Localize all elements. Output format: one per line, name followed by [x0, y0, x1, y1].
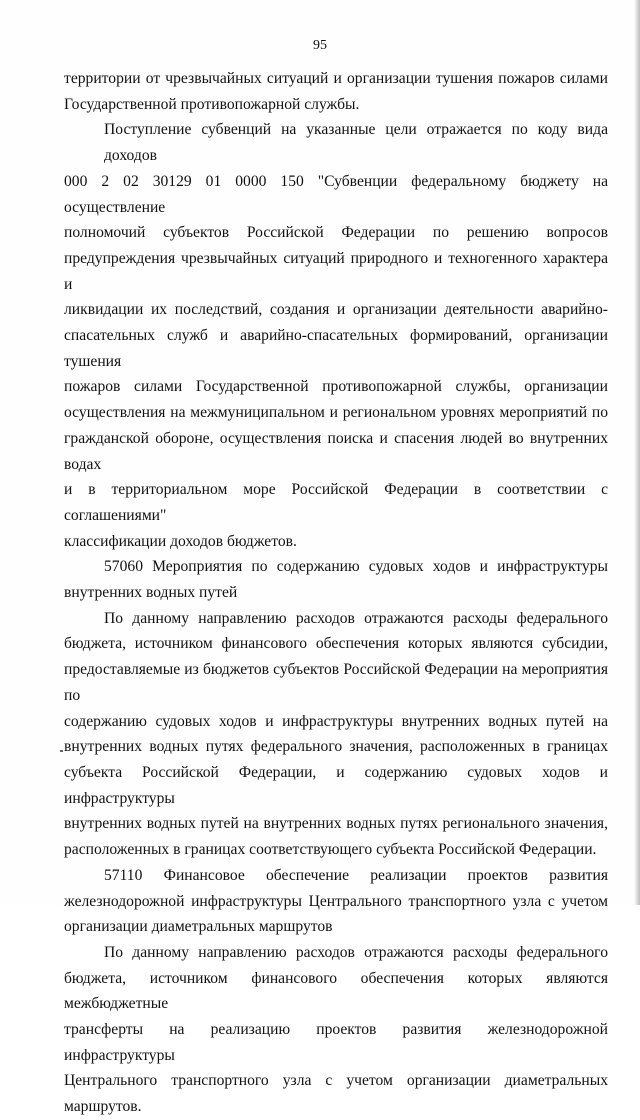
section-heading-57110 — [64, 863, 608, 940]
text-line: расположенных в границах соответствующего субъекта Российской Федерации. — [64, 841, 597, 859]
section-heading-57060 — [64, 554, 608, 605]
text-line: Центрального транспортного узла с учетом организации диаметральных маршрутов. — [64, 1072, 608, 1116]
text-line: бюджета, источником финансового обеспечения которых являются межбюджетные — [64, 969, 608, 1013]
text-line: трансферты на реализацию проектов развития железнодорожной инфраструктуры — [64, 1021, 608, 1064]
text-line: Государственной противопожарной службы. — [64, 95, 360, 113]
text-line: осуществления на межмуниципальном и региональном уровнях мероприятий по — [64, 404, 608, 422]
text-line: 57060 Мероприятия по содержанию судовых ходов и инфраструктуры — [104, 558, 608, 576]
text-line: пожаров силами Государственной противопожарной службы, организации — [64, 378, 608, 396]
text-line: субъекта Российской Федерации, и содержанию судовых ходов и инфраструктуры — [64, 763, 608, 807]
text-line: 57110 Финансовое обеспечение реализации проектов развития — [104, 866, 608, 884]
text-line: классификации доходов бюджетов. — [64, 532, 297, 550]
document-body — [64, 66, 608, 1120]
text-line: территории от чрезвычайных ситуаций и организации тушения пожаров силами — [64, 70, 608, 87]
text-line: внутренних водных путей на внутренних водных путях регионального значения, — [64, 815, 608, 833]
text-line: 000 2 02 30129 01 0000 150 "Субвенции федеральному бюджету на осуществление — [64, 172, 608, 216]
text-line: По данному направлению расходов отражаются расходы федерального — [104, 609, 608, 627]
text-line: бюджета, источником финансового обеспечения которых являются субсидии, — [64, 635, 608, 653]
text-line: полномочий субъектов Российской Федерации по решению вопросов — [64, 224, 608, 242]
text-line: железнодорожной инфраструктуры Центрального транспортного узла с учетом — [64, 892, 608, 910]
scan-speck — [60, 750, 63, 752]
text-line: внутренних водных путей — [64, 584, 238, 602]
text-line: спасательных служб и аварийно-спасательных формирований, организации тушения — [64, 327, 608, 370]
text-line: ликвидации их последствий, создания и организации деятельности аварийно- — [64, 301, 608, 319]
text-line: предупреждения чрезвычайных ситуаций природного и техногенного характера и — [64, 249, 608, 293]
paragraph-4 — [64, 606, 608, 863]
text-line: и в территориальном море Российской Федерации в соответствии с соглашениями" — [64, 481, 608, 524]
text-line: внутренних водных путях федерального значения, расположенных в границах — [64, 738, 608, 756]
paragraph-1 — [64, 66, 608, 117]
text-line: предоставляемые из бюджетов субъектов Российской Федерации на мероприятия по — [64, 661, 608, 704]
paragraph-6 — [64, 940, 608, 1120]
page-number: 95 — [313, 38, 327, 53]
text-line: Поступление субвенций на указанные цели отражается по коду вида доходов — [104, 121, 608, 165]
paragraph-2 — [64, 117, 608, 554]
text-line: По данному направлению расходов отражаются расходы федерального — [104, 943, 608, 961]
text-line: гражданской обороне, осуществления поиска и спасения людей во внутренних водах — [64, 429, 608, 473]
text-line: организации диаметральных маршрутов — [64, 918, 333, 936]
page-edge-shadow — [634, 0, 640, 905]
text-line: содержанию судовых ходов и инфраструктуры внутренних водных путей на — [64, 712, 608, 730]
